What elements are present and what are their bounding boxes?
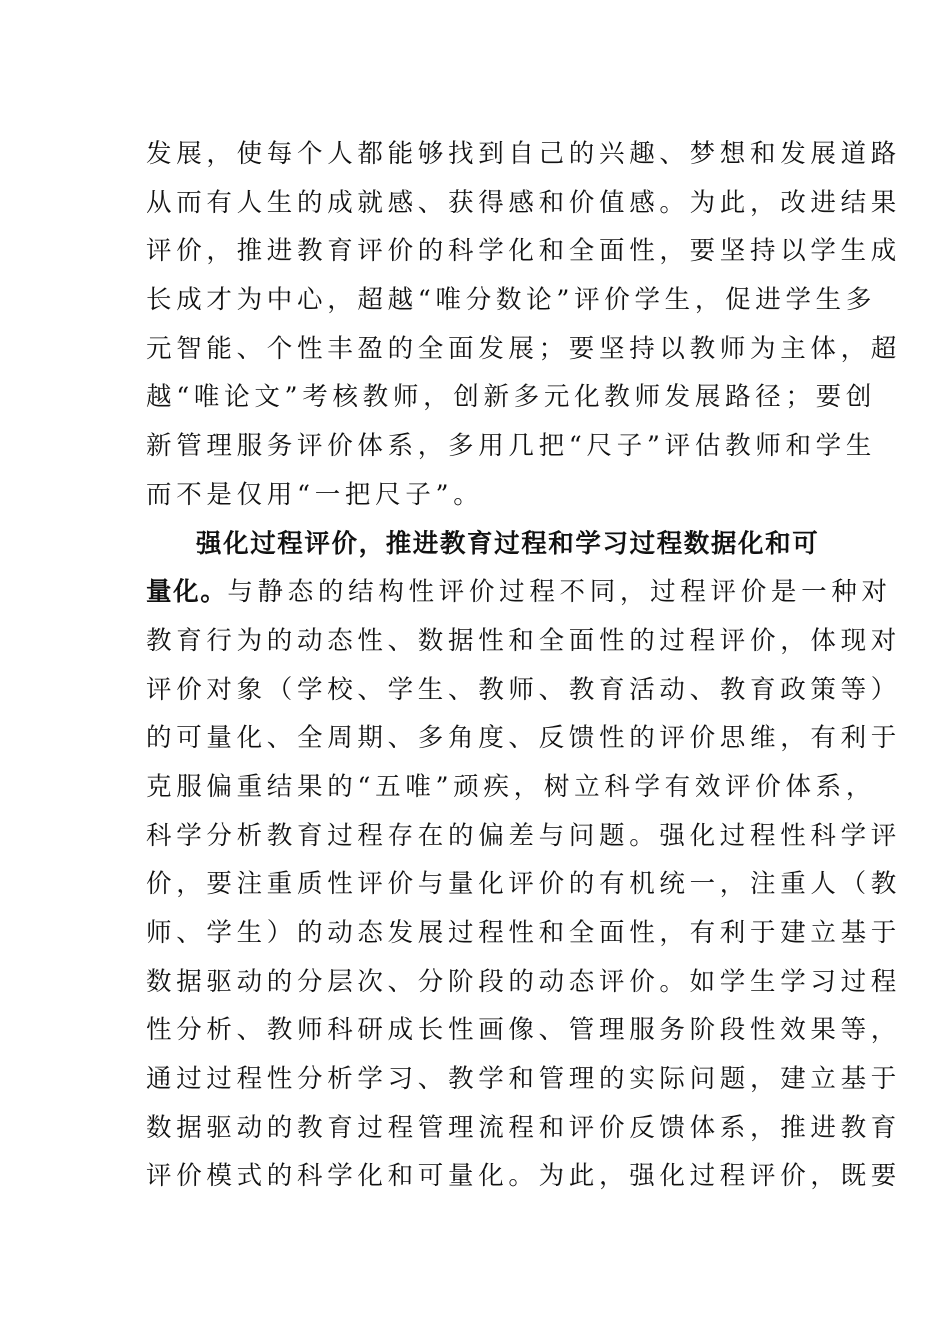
paragraph-2-line <box>146 568 892 617</box>
paragraph-1-line: 而不是仅用“一把尺子”。 <box>146 479 484 510</box>
paragraph-2-text: 与静态的结构性评价过程不同，过程评价是一种对 <box>227 577 892 608</box>
paragraph-1-line: 元智能、个性丰盈的全面发展；要坚持以教师为主体，超 <box>146 333 902 364</box>
paragraph-2-heading: 强化过程评价，推进教育过程和学习过程数据化和可 <box>196 528 820 559</box>
paragraph-1-line: 从而有人生的成就感、获得感和价值感。为此，改进结果 <box>146 187 902 218</box>
paragraph-2-line: 数据驱动的分层次、分阶段的动态评价。如学生学习过程 <box>146 966 902 997</box>
paragraph-1-line: 越“唯论文”考核教师，创新多元化教师发展路径；要创 <box>146 382 877 413</box>
paragraph-2-line: 科学分析教育过程存在的偏差与问题。强化过程性科学评 <box>146 820 902 851</box>
paragraph-2-line: 师、学生）的动态发展过程性和全面性，有利于建立基于 <box>146 918 902 948</box>
paragraph-1-line: 发展，使每个人都能够找到自己的兴趣、梦想和发展道路 <box>146 139 902 169</box>
paragraph-1-line: 评价，推进教育评价的科学化和全面性，要坚持以学生成 <box>146 236 902 267</box>
paragraph-2-line: 教育行为的动态性、数据性和全面性的过程评价，体现对 <box>146 625 902 656</box>
paragraph-2-heading-end: 量化。 <box>146 577 228 608</box>
paragraph-2-line: 数据驱动的教育过程管理流程和评价反馈体系，推进教育 <box>146 1112 902 1143</box>
document-body <box>146 130 902 1201</box>
paragraph-2-line: 的可量化、全周期、多角度、反馈性的评价思维，有利于 <box>146 723 902 754</box>
paragraph-2-line: 性分析、教师科研成长性画像、管理服务阶段性效果等， <box>146 1015 902 1046</box>
paragraph-2-line: 克服偏重结果的“五唯”顽疾，树立科学有效评价体系， <box>146 771 877 802</box>
paragraph-1-line: 新管理服务评价体系，多用几把“尺子”评估教师和学生 <box>146 431 877 462</box>
paragraph-2-line: 价，要注重质性评价与量化评价的有机统一，注重人（教 <box>146 869 902 900</box>
paragraph-2-line: 评价对象（学校、学生、教师、教育活动、教育政策等） <box>146 674 902 705</box>
paragraph-2-line: 通过过程性分析学习、教学和管理的实际问题，建立基于 <box>146 1064 902 1095</box>
paragraph-1-line: 长成才为中心，超越“唯分数论”评价学生，促进学生多 <box>146 285 877 316</box>
paragraph-2-line: 评价模式的科学化和可量化。为此，强化过程评价，既要 <box>146 1161 902 1192</box>
